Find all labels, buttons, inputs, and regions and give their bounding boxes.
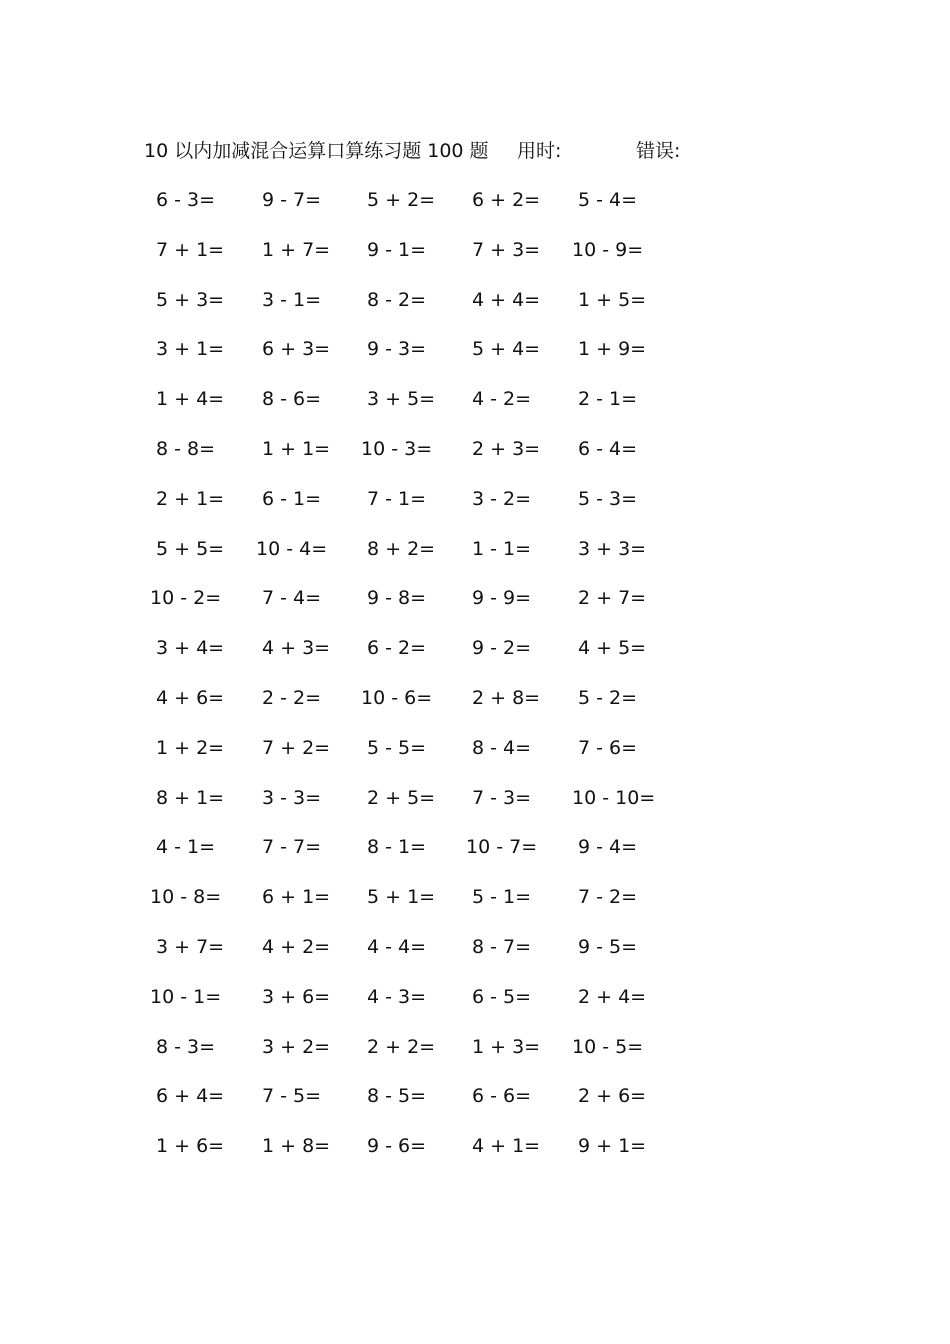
problem-item: 7 - 3= [472,786,532,809]
problem-row [144,384,704,434]
problem-row [144,534,704,584]
problem-item: 6 - 3= [156,189,216,211]
problem-item: 4 + 2= [262,935,331,958]
problem-row [144,583,704,633]
problem-item: 3 + 7= [156,935,225,958]
problem-item: 4 + 6= [156,686,225,709]
problem-grid [144,185,704,1181]
problem-item: 7 - 6= [578,736,638,759]
problem-item: 3 - 2= [472,487,532,510]
problem-row [144,185,704,235]
problem-item: 8 - 6= [262,388,322,411]
problem-item: 1 + 7= [262,238,331,261]
problem-item: 6 + 1= [262,886,331,909]
problem-item: 4 - 3= [367,985,427,1008]
problem-item: 8 - 5= [367,1085,427,1108]
problem-item: 4 + 3= [262,637,331,660]
problem-item: 1 + 3= [472,1035,541,1058]
problem-item: 7 + 2= [262,736,331,759]
problem-item: 10 - 6= [361,686,433,709]
problem-item: 10 - 5= [572,1035,644,1058]
problem-item: 3 + 3= [578,537,647,560]
problem-item: 9 + 1= [578,1135,647,1158]
problem-item: 4 + 4= [472,288,541,311]
problem-item: 3 + 6= [262,985,331,1008]
problem-item: 7 + 1= [156,238,225,261]
time-used-label: 用时: [517,140,562,162]
problem-item: 10 - 2= [150,587,222,610]
problem-item: 3 - 1= [262,288,322,311]
problem-item: 3 + 1= [156,338,225,361]
problem-item: 9 - 5= [578,935,638,958]
problem-item: 8 - 2= [367,288,427,311]
problem-item: 5 + 3= [156,288,225,311]
problem-item: 10 - 1= [150,985,222,1008]
problem-item: 2 + 3= [472,437,541,460]
problem-item: 4 - 4= [367,935,427,958]
problem-item: 8 + 2= [367,537,436,560]
problem-row [144,235,704,285]
problem-item: 5 + 4= [472,338,541,361]
problem-item: 10 - 3= [361,437,433,460]
problem-row [144,882,704,932]
problem-item: 5 + 1= [367,886,436,909]
problem-item: 4 + 5= [578,637,647,660]
problem-item: 6 + 3= [262,338,331,361]
problem-row [144,1081,704,1131]
problem-item: 9 - 2= [472,637,532,660]
problem-item: 2 + 2= [367,1035,436,1058]
problem-item: 7 - 5= [262,1085,322,1108]
problem-item: 9 - 1= [367,238,427,261]
problem-item: 1 + 9= [578,338,647,361]
problem-item: 1 + 6= [156,1135,225,1158]
problem-item: 1 + 8= [262,1135,331,1158]
worksheet-header [144,136,704,166]
problem-item: 2 - 1= [578,388,638,411]
problem-item: 6 + 2= [472,189,541,211]
problem-item: 9 - 6= [367,1135,427,1158]
problem-item: 4 - 1= [156,836,216,859]
problem-item: 5 + 2= [367,189,436,211]
problem-item: 6 + 4= [156,1085,225,1108]
problem-item: 7 - 2= [578,886,638,909]
worksheet-title: 10 以内加减混合运算口算练习题 100 题 [144,140,489,162]
problem-item: 5 - 4= [578,189,638,211]
problem-item: 9 - 8= [367,587,427,610]
problem-item: 8 - 7= [472,935,532,958]
problem-row [144,982,704,1032]
problem-item: 1 + 5= [578,288,647,311]
problem-row [144,1131,704,1181]
errors-label: 错误: [636,140,681,162]
problem-item: 8 - 4= [472,736,532,759]
problem-item: 8 - 1= [367,836,427,859]
problem-item: 1 + 2= [156,736,225,759]
problem-item: 3 + 5= [367,388,436,411]
problem-item: 7 + 3= [472,238,541,261]
problem-item: 6 - 5= [472,985,532,1008]
problem-item: 5 - 5= [367,736,427,759]
problem-item: 1 + 4= [156,388,225,411]
problem-item: 8 - 8= [156,437,216,460]
problem-item: 7 - 7= [262,836,322,859]
problem-item: 2 + 1= [156,487,225,510]
problem-row [144,783,704,833]
problem-row [144,932,704,982]
problem-item: 3 - 3= [262,786,322,809]
problem-item: 6 - 1= [262,487,322,510]
problem-item: 3 + 2= [262,1035,331,1058]
problem-item: 1 + 1= [262,437,331,460]
problem-row [144,484,704,534]
problem-item: 7 - 1= [367,487,427,510]
problem-item: 10 - 8= [150,886,222,909]
problem-item: 10 - 7= [466,836,538,859]
problem-row [144,1032,704,1082]
problem-item: 6 - 6= [472,1085,532,1108]
problem-item: 6 - 4= [578,437,638,460]
problem-item: 3 + 4= [156,637,225,660]
problem-item: 5 - 1= [472,886,532,909]
problem-row [144,434,704,484]
problem-item: 4 - 2= [472,388,532,411]
problem-item: 8 - 3= [156,1035,216,1058]
problem-row [144,334,704,384]
problem-item: 9 - 9= [472,587,532,610]
problem-item: 5 + 5= [156,537,225,560]
problem-row [144,733,704,783]
problem-item: 10 - 10= [572,786,656,809]
problem-item: 2 + 4= [578,985,647,1008]
problem-item: 2 + 8= [472,686,541,709]
problem-item: 2 + 6= [578,1085,647,1108]
problem-item: 1 - 1= [472,537,532,560]
problem-item: 2 + 7= [578,587,647,610]
problem-row [144,633,704,683]
problem-item: 9 - 4= [578,836,638,859]
problem-item: 9 - 7= [262,189,322,211]
problem-item: 2 - 2= [262,686,322,709]
problem-row [144,683,704,733]
problem-item: 5 - 2= [578,686,638,709]
problem-row [144,832,704,882]
problem-item: 8 + 1= [156,786,225,809]
problem-item: 7 - 4= [262,587,322,610]
problem-item: 9 - 3= [367,338,427,361]
problem-item: 4 + 1= [472,1135,541,1158]
problem-item: 6 - 2= [367,637,427,660]
problem-item: 10 - 9= [572,238,644,261]
problem-item: 10 - 4= [256,537,328,560]
problem-item: 5 - 3= [578,487,638,510]
problem-item: 2 + 5= [367,786,436,809]
problem-row [144,285,704,335]
